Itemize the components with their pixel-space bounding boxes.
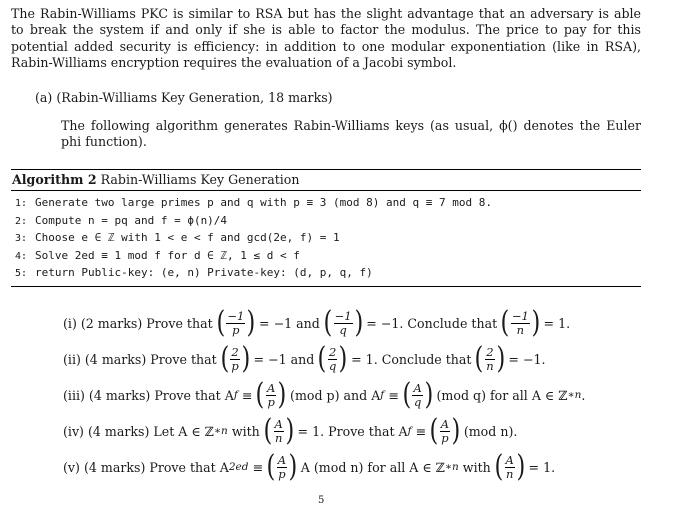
algorithm-line: 3: Choose e ∈ ℤ with 1 < e < f and gcd(2e, f) = 1 [15,231,340,244]
legendre-symbol: ( $\frac{A}{n}$ ) [494,449,526,484]
algorithm-lines [11,191,641,286]
algorithm-line: 2: Compute n = pq and f = ϕ(n)/4 [15,213,228,227]
algorithm-line: 5: return Public-key: (e, n) Private-key: (d, p, q, f) [15,266,373,279]
legendre-symbol: ( $\frac{A}{p}$ ) [429,413,461,448]
algorithm-title: Rabin-Williams Key Generation [100,172,300,187]
legendre-symbol: ( $\frac{A}{p}$ ) [266,449,298,484]
subpart-ii: (ii) (4 marks) Prove that ( $\frac{2}{p}$ ) = −1 and ( $\frac{2}{q}$ ) = 1. Conclude that ( $\frac{2}{n}$ ) = −1. [63,341,546,376]
legendre-symbol: ( $\frac{2}{n}$ ) [474,341,505,376]
legendre-symbol: ( $\frac{-1}{q}$ ) [323,305,363,340]
legendre-symbol: ( $\frac{A}{n}$ ) [263,413,295,448]
legendre-symbol: ( $\frac{-1}{n}$ ) [500,305,541,340]
legendre-symbol: ( $\frac{A}{q}$ ) [402,377,434,412]
part-a-description: The following algorithm generates Rabin-Williams keys (as usual, ϕ() denotes the Euler phi function). [61,118,641,150]
legendre-symbol: ( $\frac{2}{p}$ ) [220,341,251,376]
algorithm-bottom-rule [11,286,641,287]
algorithm-label: Algorithm 2 [12,172,97,187]
subpart-v: (v) (4 marks) Prove that A 2ed ≡ ( $\frac{A}{p}$ ) A (mod n) for all A ∈ ℤ ∗ n with ( $\frac{A}{n}$ ) = 1. [63,449,556,484]
algorithm-caption [11,170,641,188]
legendre-symbol: ( $\frac{-1}{p}$ ) [216,305,256,340]
subpart-iv: (iv) (4 marks) Let A ∈ ℤ ∗ n with ( $\frac{A}{n}$ ) = 1. Prove that A f ≡ ( $\frac{A}{p}$ ) (mod n). [63,413,518,448]
legendre-symbol: ( $\frac{2}{q}$ ) [317,341,348,376]
part-a-heading: (a) (Rabin-Williams Key Generation, 18 marks) [35,90,333,105]
subpart-iii: (iii) (4 marks) Prove that A f ≡ ( $\frac{A}{p}$ ) (mod p) and A f ≡ ( $\frac{A}{q}$ ) (mod q) for all A ∈ ℤ ∗ n . [63,377,586,412]
intro-paragraph: The Rabin-Williams PKC is similar to RSA but has the slight advantage that an adversary is able to break the system if and only if she is able to factor the modulus. The price to pay for this potential added security is efficiency: in addition to one modular exponentiation (like in RSA), Rabin-Williams encryption requires the evaluation of a Jacobi symbol. [11,6,641,70]
algorithm-box [11,169,641,287]
algorithm-line: 1: Generate two large primes p and q with p ≡ 3 (mod 8) and q ≡ 7 mod 8. [15,196,492,209]
legendre-symbol: ( $\frac{A}{p}$ ) [255,377,287,412]
subpart-i: (i) (2 marks) Prove that ( $\frac{-1}{p}$ ) = −1 and ( $\frac{-1}{q}$ ) = −1. Conclude that ( $\frac{-1}{n}$ ) = 1. [63,305,571,340]
page-number: 5 [318,495,325,506]
algorithm-line: 4: Solve 2ed ≡ 1 mod f for d ∈ ℤ, 1 ≤ d < f [15,248,300,262]
subparts-list [63,305,653,485]
